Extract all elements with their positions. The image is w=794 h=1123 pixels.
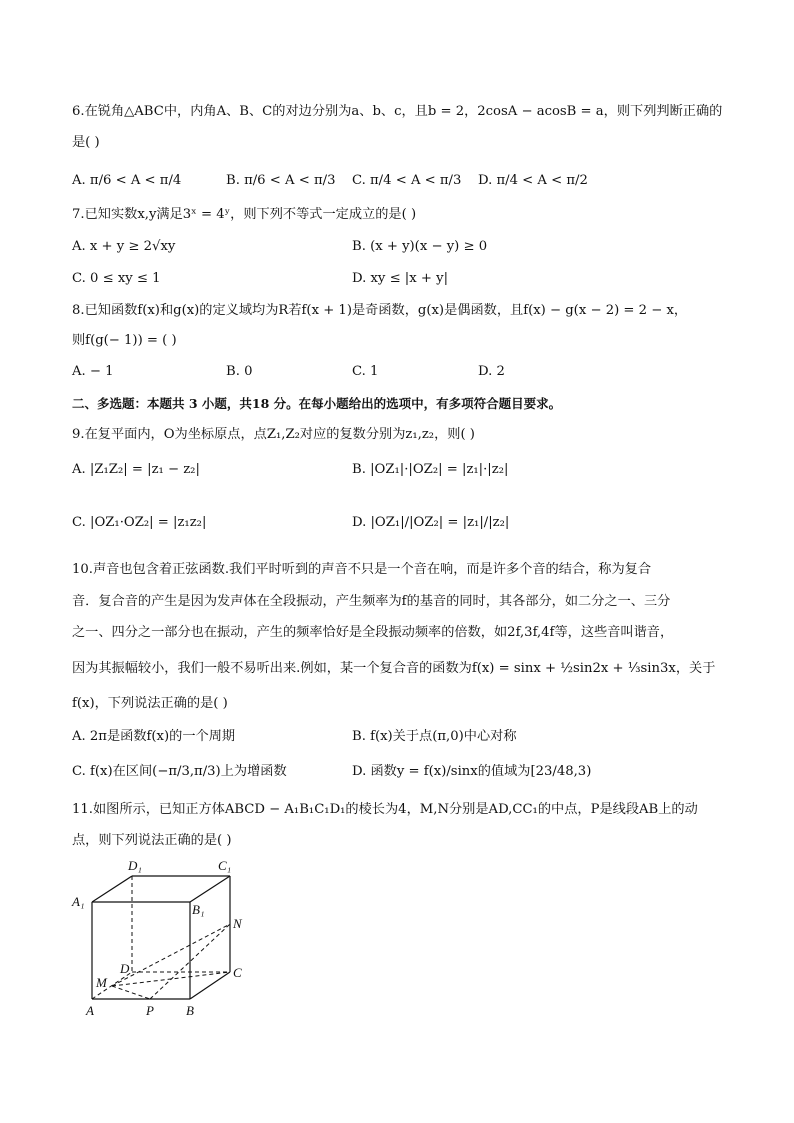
- q10-line5: f(x)，下列说法正确的是( ): [72, 696, 228, 711]
- q9-option-b: B. |OZ₁|·|OZ₂| = |z₁|·|z₂|: [352, 462, 509, 477]
- label-d: D: [120, 961, 130, 976]
- label-p: P: [146, 1003, 154, 1018]
- q10-line2: 音．复合音的产生是因为发声体在全段振动，产生频率为f的基音的同时，其各部分，如二分之一、三分: [72, 594, 671, 609]
- edge-b1c1: [190, 876, 230, 902]
- q10-option-c: C. f(x)在区间(−π/3,π/3)上为增函数: [72, 764, 287, 779]
- q6-option-a: A. π/6 < A < π/4: [72, 173, 182, 188]
- q6-option-b: B. π/6 < A < π/3: [226, 173, 336, 188]
- label-b: B: [186, 1003, 194, 1018]
- label-a: A: [86, 1003, 94, 1018]
- q7-option-a: A. x + y ≥ 2√xy: [72, 239, 176, 254]
- q10-option-b: B. f(x)关于点(π,0)中心对称: [352, 729, 517, 744]
- q8-option-d: D. 2: [478, 364, 505, 379]
- q9-stem: 9.在复平面内，O为坐标原点，点Z₁,Z₂对应的复数分别为z₁,z₂，则( ): [72, 427, 475, 442]
- section-heading-multiple-choice: 二、多选题：本题共 3 小题，共18 分。在每小题给出的选项中，有多项符合题目要求。: [72, 396, 562, 411]
- q6-option-d: D. π/4 < A < π/2: [478, 173, 588, 188]
- label-c1: C₁: [218, 858, 232, 873]
- q8-option-c: C. 1: [352, 364, 379, 379]
- label-b1: B₁: [192, 902, 205, 917]
- q7-option-d: D. xy ≤ |x + y|: [352, 271, 449, 286]
- segment-mp: [112, 986, 150, 999]
- q6-stem-line1: 6.在锐角△ABC中，内角A、B、C的对边分别为a、b、c，且b = 2，2cosA − acosB = a，则下列判断正确的: [72, 104, 723, 119]
- q11-stem-line2: 点，则下列说法正确的是( ): [72, 833, 232, 848]
- q10-line3: 之一、四分之一部分也在振动，产生的频率恰好是全段振动频率的倍数，如2f,3f,4f等，这些音叫谐音，: [72, 625, 674, 640]
- q9-option-c: C. |OZ₁·OZ₂| = |z₁z₂|: [72, 515, 207, 530]
- q7-option-b: B. (x + y)(x − y) ≥ 0: [352, 239, 488, 254]
- edge-a1d1: [92, 876, 132, 902]
- q6-stem-line2: 是( ): [72, 135, 100, 150]
- q8-stem-line2: 则f(g(− 1)) = ( ): [72, 333, 177, 348]
- q8-option-b: B. 0: [226, 364, 253, 379]
- q10-line4: 因为其振幅较小，我们一般不易听出来.例如，某一个复合音的函数为f(x) = sinx + ½sin2x + ⅓sin3x，关于: [72, 661, 716, 676]
- q9-option-d: D. |OZ₁|/|OZ₂| = |z₁|/|z₂|: [352, 515, 510, 530]
- q8-option-a: A. − 1: [72, 364, 114, 379]
- q8-stem-line1: 8.已知函数f(x)和g(x)的定义域均为R若f(x + 1)是奇函数，g(x)是偶函数，且f(x) − g(x − 2) = 2 − x，: [72, 303, 688, 318]
- label-c: C: [233, 965, 242, 980]
- label-a1: A₁: [72, 894, 85, 909]
- q7-option-c: C. 0 ≤ xy ≤ 1: [72, 271, 161, 286]
- label-m: M: [96, 975, 107, 990]
- q9-option-a: A. |Z₁Z₂| = |z₁ − z₂|: [72, 462, 200, 477]
- label-n: N: [233, 916, 242, 931]
- q10-option-a: A. 2π是函数f(x)的一个周期: [72, 729, 236, 744]
- label-d1: D₁: [128, 858, 142, 873]
- cube-figure: [66, 856, 266, 1021]
- q6-option-c: C. π/4 < A < π/3: [352, 173, 462, 188]
- q11-stem-line1: 11.如图所示，已知正方体ABCD − A₁B₁C₁D₁的棱长为4，M,N分别是AD,CC₁的中点，P是线段AB上的动: [72, 802, 698, 817]
- q10-option-d: D. 函数y = f(x)/sinx的值域为[23/48,3): [352, 764, 592, 779]
- q7-stem: 7.已知实数x,y满足3ˣ = 4ʸ，则下列不等式一定成立的是( ): [72, 207, 417, 222]
- segment-mn: [112, 924, 230, 986]
- q10-line1: 10.声音也包含着正弦函数.我们平时听到的声音不只是一个音在响，而是许多个音的结合，称为复合: [72, 562, 652, 577]
